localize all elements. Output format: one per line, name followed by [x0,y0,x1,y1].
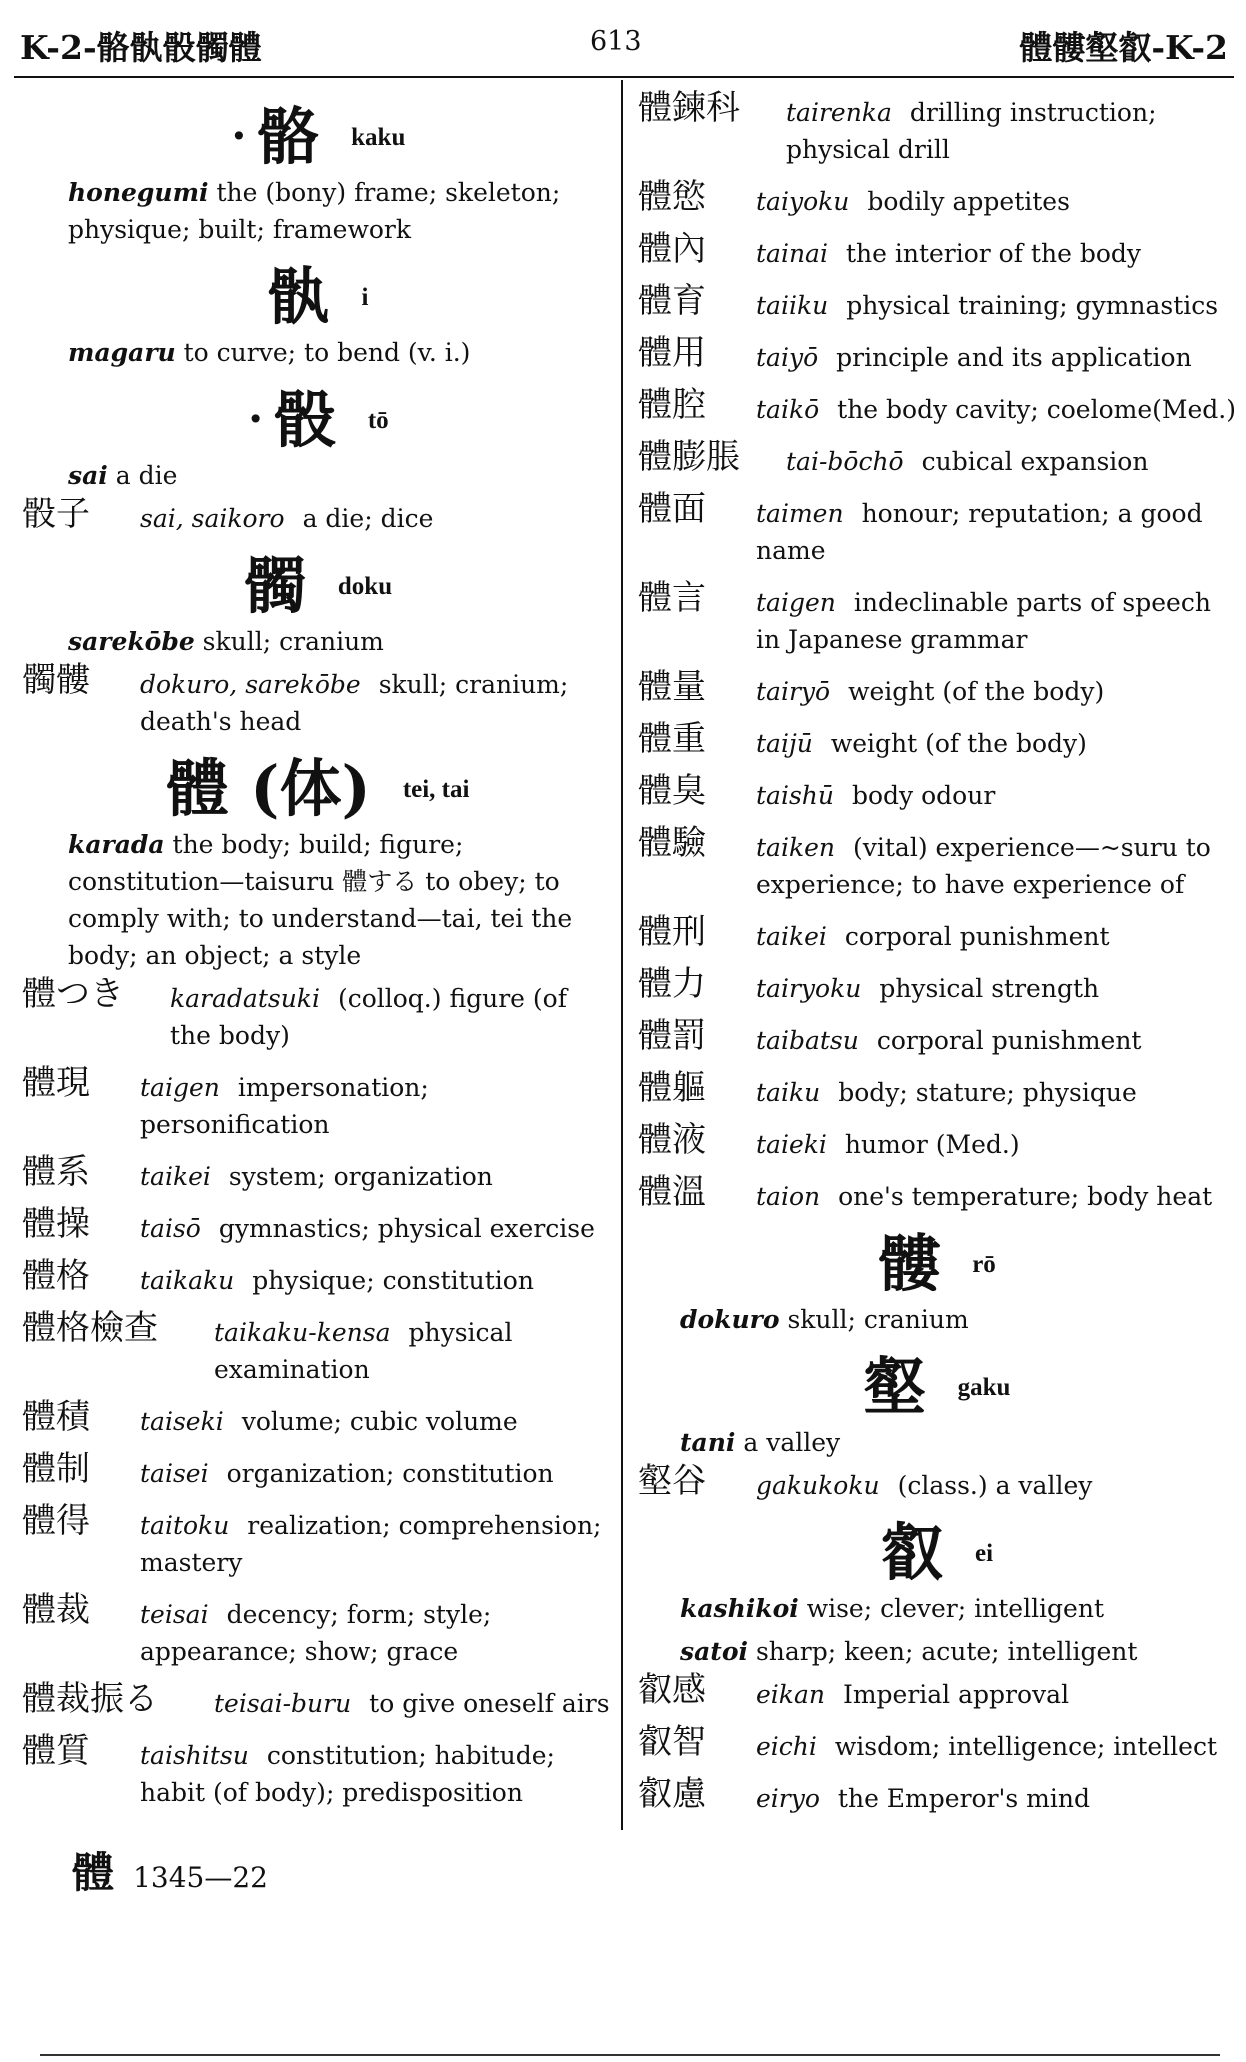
definition-text: to curve; to bend (v. i.) [175,338,471,367]
headword-reading: tō [367,406,389,434]
entry-kanji: 體面 [638,489,706,529]
bottom-rule [40,2054,1220,2056]
headword-kanji: 髑 [243,549,306,622]
definition [22,174,614,248]
headword-kanji: 髏 [878,1227,941,1300]
compound-entry [638,333,1236,376]
compound-entry [638,1120,1236,1163]
headword-reading: tei, tai [402,775,470,803]
entry-kanji: 體鍊科 [638,88,740,128]
entry-kanji: 體質 [22,1731,90,1771]
compound-entry [22,1679,614,1722]
definition-keyword: karada [68,830,165,859]
headword-kanji: 叡 [880,1516,943,1589]
page-header [0,22,1246,66]
headword-reading: ei [974,1539,994,1567]
definition-keyword: dokuro [680,1305,780,1334]
definition-text: the (bony) frame; skeleton; physique; built; framework [68,178,561,244]
entry-meaning: to give oneself airs [369,1689,610,1718]
entry-meaning: physique; constitution [252,1266,534,1295]
headword-dot-icon: • [230,120,248,153]
entry-meaning: (colloq.) figure (of the body) [170,984,567,1050]
entry-meaning: organization; constitution [226,1459,554,1488]
entry-meaning: system; organization [228,1162,493,1191]
entry-kanji: 體現 [22,1063,90,1103]
column-divider [621,80,623,1830]
entry-romaji: taigen [140,1073,220,1102]
entry-romaji: gakukoku [756,1471,880,1500]
entry-kanji: 體軀 [638,1068,706,1108]
compound-entry [22,974,614,1054]
entry-kanji: 體臭 [638,771,706,811]
entry-romaji: taiiku [756,291,829,320]
entry-romaji: sai, saikoro [140,504,285,533]
entry-meaning: honour; reputation; a good name [756,499,1203,565]
compound-entry [22,1063,614,1143]
entry-meaning: corporal punishment [876,1026,1142,1055]
headword-block [22,100,614,173]
entry-kanji: 體格檢查 [22,1308,158,1348]
entry-meaning: (vital) experience—~suru to experience; to have experience of [756,833,1211,899]
compound-entry [638,1016,1236,1059]
headword-block [22,752,614,825]
definition [638,1301,1236,1338]
definition [638,1424,1236,1461]
entry-meaning: volume; cubic volume [241,1407,518,1436]
entry-meaning: cubical expansion [921,447,1149,476]
entry-romaji: eichi [756,1732,817,1761]
entry-kanji: 體格 [22,1256,90,1296]
definition-text: wise; clever; intelligent [798,1594,1105,1623]
entry-romaji: taikaku [140,1266,235,1295]
entry-kanji: 體腔 [638,385,706,425]
compound-entry [638,912,1236,955]
compound-entry [638,1722,1236,1765]
entry-romaji: taikei [756,922,827,951]
header-rule [14,76,1234,78]
compound-entry [638,385,1236,428]
entry-kanji: 壑谷 [638,1461,706,1501]
definition-keyword: tani [680,1428,736,1457]
entry-meaning: body; stature; physique [838,1078,1137,1107]
compound-entry [638,578,1236,658]
entry-meaning: indeclinable parts of speech in Japanese grammar [756,588,1211,654]
headword-block [638,1227,1236,1300]
entry-meaning: the interior of the body [845,239,1141,268]
entry-kanji: 體驗 [638,823,706,863]
entry-romaji: taieki [756,1130,827,1159]
definition-text: sharp; keen; acute; intelligent [748,1637,1138,1666]
entry-meaning: gymnastics; physical exercise [218,1214,595,1243]
definition [638,1590,1236,1627]
compound-entry [638,667,1236,710]
entry-meaning: skull; cranium; death's head [140,670,569,736]
entry-kanji: 體液 [638,1120,706,1160]
compound-entry [22,1731,614,1811]
headword-block [638,1350,1236,1423]
definition-text: a valley [735,1428,841,1457]
compound-entry [638,229,1236,272]
entry-romaji: taisō [140,1214,201,1243]
entry-kanji: 體慾 [638,177,706,217]
entry-romaji: eiryo [756,1784,820,1813]
compound-entry [638,771,1236,814]
compound-entry [638,177,1236,220]
compound-entry [638,719,1236,762]
entry-kanji: 體刑 [638,912,706,952]
headword-kanji: 體 (体) [166,752,371,825]
entry-romaji: tairenka [786,98,892,127]
compound-entry [638,1172,1236,1215]
entry-kanji: 體積 [22,1397,90,1437]
entry-meaning: humor (Med.) [844,1130,1020,1159]
compound-entry [638,437,1236,480]
definition-text: a die [107,461,178,490]
headword-reading: i [361,283,369,311]
definition-text: skull; cranium [779,1305,969,1334]
headword-reading: gaku [957,1373,1011,1401]
definition-keyword: satoi [680,1637,748,1666]
definition [22,334,614,371]
entry-romaji: taisei [140,1459,209,1488]
compound-entry [638,1461,1236,1504]
right-column [638,88,1236,1832]
footer-code: 1345—22 [133,1861,268,1894]
entry-meaning: the Emperor's mind [837,1784,1090,1813]
entry-meaning: Imperial approval [842,1680,1070,1709]
entry-meaning: constitution; habitude; habit (of body); predisposition [140,1741,555,1807]
definition-keyword: honegumi [68,178,209,207]
compound-entry [22,660,614,740]
entry-meaning: corporal punishment [844,922,1110,951]
compound-entry [22,494,614,537]
compound-entry [22,1449,614,1492]
entry-kanji: 體重 [638,719,706,759]
entry-romaji: teisai [140,1600,209,1629]
entry-meaning: one's temperature; body heat [838,1182,1213,1211]
entry-kanji: 體裁 [22,1590,90,1630]
compound-entry [638,88,1236,168]
entry-romaji: taigen [756,588,836,617]
compound-entry [22,1204,614,1247]
compound-entry [22,1397,614,1440]
entry-romaji: taikō [756,395,820,424]
entry-meaning: body odour [851,781,996,810]
definition [22,457,614,494]
headword-block [22,260,614,333]
entry-kanji: 叡智 [638,1722,706,1762]
entry-meaning: realization; comprehension; mastery [140,1511,602,1577]
entry-kanji: 體言 [638,578,706,618]
definition-keyword: sarekōbe [68,627,195,656]
entry-romaji: taion [756,1182,821,1211]
entry-meaning: (class.) a valley [897,1471,1093,1500]
definition [22,623,614,660]
entry-meaning: physical examination [214,1318,513,1384]
entry-romaji: taishitsu [140,1741,249,1770]
entry-kanji: 體操 [22,1204,90,1244]
compound-entry [638,489,1236,569]
entry-kanji: 體力 [638,964,706,1004]
definition-keyword: magaru [68,338,176,367]
entry-romaji: taiku [756,1078,821,1107]
entry-meaning: weight (of the body) [830,729,1087,758]
entry-kanji: 體溫 [638,1172,706,1212]
entry-romaji: taimen [756,499,844,528]
definition-text: the body; build; figure; constitution—taisuru 體する to obey; to comply with; to understand—tai, tei the body; an object; a style [68,830,573,970]
entry-meaning: weight (of the body) [848,677,1105,706]
entry-meaning: physical strength [879,974,1100,1003]
headword-kanji: 壑 [863,1350,926,1423]
compound-entry [22,1256,614,1299]
entry-romaji: taikaku-kensa [214,1318,391,1347]
entry-kanji: 體內 [638,229,706,269]
page-number: 613 [590,26,642,57]
compound-entry [22,1152,614,1195]
entry-romaji: taijū [756,729,813,758]
headword-kanji: 骰 [273,383,336,456]
entry-kanji: 體育 [638,281,706,321]
entry-kanji: 體系 [22,1152,90,1192]
headword-block [638,1516,1236,1589]
entry-meaning: drilling instruction; physical drill [786,98,1157,164]
entry-meaning: principle and its application [836,343,1192,372]
headword-dot-icon: • [247,403,264,436]
entry-meaning: physical training; gymnastics [846,291,1219,320]
entry-romaji: taitoku [140,1511,230,1540]
compound-entry [638,281,1236,324]
definition [638,1633,1236,1670]
entry-kanji: 叡感 [638,1670,706,1710]
entry-kanji: 體裁振る [22,1679,158,1719]
entry-kanji: 骰子 [22,494,90,534]
entry-kanji: 體量 [638,667,706,707]
entry-romaji: tairyō [756,677,831,706]
entry-meaning: wisdom; intelligence; intellect [834,1732,1218,1761]
entry-meaning: impersonation; personification [140,1073,429,1139]
entry-romaji: taiyō [756,343,819,372]
entry-kanji: 體用 [638,333,706,373]
compound-entry [638,823,1236,903]
compound-entry [638,1774,1236,1817]
compound-entry [638,1068,1236,1111]
headword-kanji: 骫 [267,260,330,333]
entry-kanji: 體つき [22,974,124,1014]
entry-romaji: karadatsuki [170,984,320,1013]
entry-kanji: 髑髏 [22,660,90,700]
entry-romaji: taiyoku [756,187,850,216]
headword-block [22,549,614,622]
page-footer [72,1840,268,1900]
entry-romaji: tairyoku [756,974,862,1003]
entry-romaji: taibatsu [756,1026,859,1055]
compound-entry [638,964,1236,1007]
entry-kanji: 叡慮 [638,1774,706,1814]
entry-kanji: 體制 [22,1449,90,1489]
header-right-index: 體髏壑叡-K-2 [1019,28,1228,67]
compound-entry [638,1670,1236,1713]
compound-entry [22,1308,614,1388]
header-left-index: K-2-骼骫骰髑體 [20,28,262,67]
definition-keyword: sai [68,461,108,490]
entry-kanji: 體得 [22,1501,90,1541]
headword-block [22,383,614,456]
entry-meaning: decency; form; style; appearance; show; grace [140,1600,492,1666]
entry-romaji: tai-bōchō [786,447,904,476]
entry-meaning: the body cavity; coelome(Med.) [837,395,1236,424]
entry-romaji: taikei [140,1162,211,1191]
headword-reading: doku [337,572,393,600]
headword-kanji: 骼 [257,100,320,173]
entry-kanji: 體膨脹 [638,437,740,477]
entry-romaji: dokuro, sarekōbe [140,670,361,699]
entry-kanji: 體罰 [638,1016,706,1056]
definition-text: skull; cranium [194,627,384,656]
definition-keyword: kashikoi [680,1594,799,1623]
compound-entry [22,1501,614,1581]
entry-romaji: teisai-buru [214,1689,352,1718]
compound-entry [22,1590,614,1670]
entry-romaji: eikan [756,1680,825,1709]
entry-meaning: bodily appetites [867,187,1070,216]
footer-kanji: 體 [72,1848,115,1897]
entry-romaji: tainai [756,239,828,268]
headword-reading: kaku [351,123,406,151]
entry-meaning: a die; dice [302,504,434,533]
entry-romaji: taishū [756,781,834,810]
entry-romaji: taiseki [140,1407,224,1436]
definition [22,826,614,974]
left-column [22,88,614,1826]
headword-reading: rō [972,1250,996,1278]
entry-romaji: taiken [756,833,835,862]
